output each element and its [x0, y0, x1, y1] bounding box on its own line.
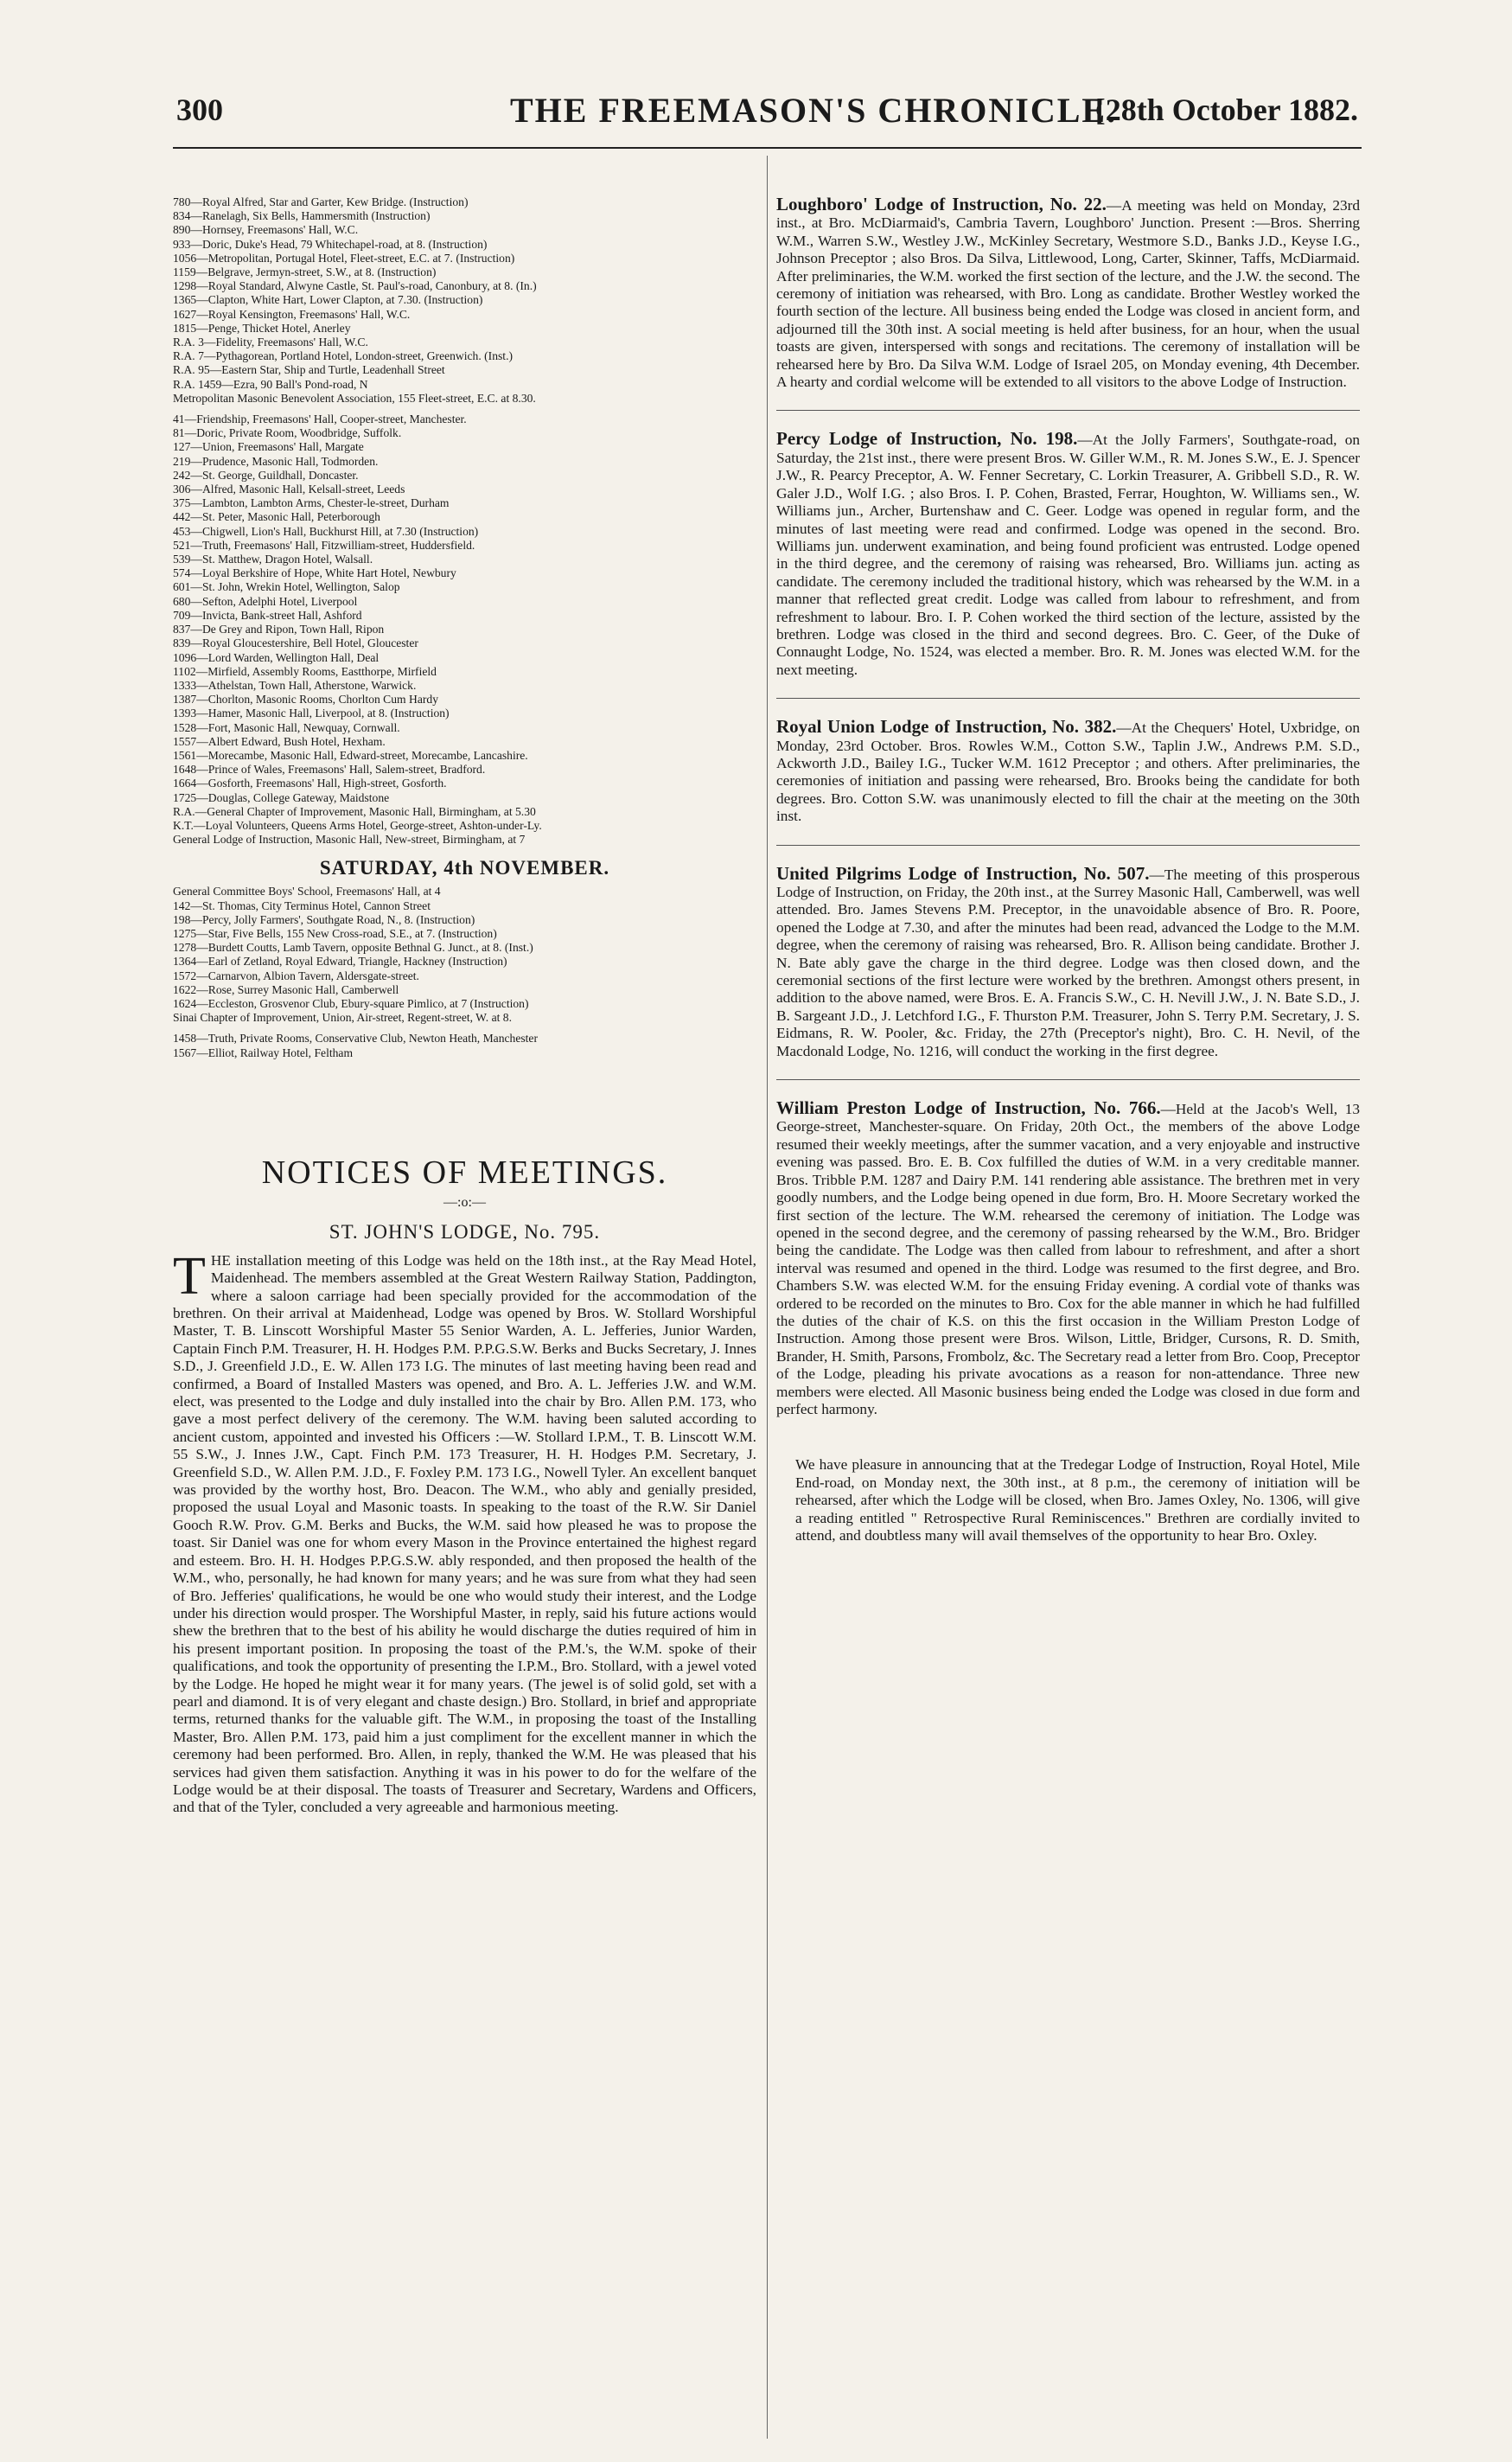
lodge-report-body: [776, 718, 1360, 825]
lodge-meeting-entry: 1056—Metropolitan, Portugal Hotel, Fleet-street, E.C. at 7. (Instruction): [173, 251, 515, 265]
column-divider: [767, 156, 768, 2439]
saturday-meeting-entry: [173, 1025, 756, 1032]
saturday-meeting-entry: Sinai Chapter of Improvement, Union, Air-street, Regent-street, W. at 8.: [173, 1011, 512, 1025]
lodge-report: [776, 195, 1360, 391]
lodge-report: [776, 718, 1360, 825]
lodge-meeting-entry: 1393—Hamer, Masonic Hall, Liverpool, at 8. (Instruction): [173, 707, 450, 720]
lodge-meeting-entry: 574—Loyal Berkshire of Hope, White Hart Hotel, Newbury: [173, 566, 456, 580]
article-separator: [776, 845, 1360, 846]
lodge-meeting-entry: 780—Royal Alfred, Star and Garter, Kew Bridge. (Instruction): [173, 195, 469, 208]
lodge-report: [776, 1099, 1360, 1418]
lodge-meeting-entry: 453—Chigwell, Lion's Hall, Buckhurst Hill, at 7.30 (Instruction): [173, 524, 479, 538]
masthead: [173, 86, 1362, 149]
lodge-meeting-entry: 601—St. John, Wrekin Hotel, Wellington, Salop: [173, 580, 400, 594]
lodge-meetings-list: [173, 195, 756, 847]
newspaper-title: THE FREEMASON'S CHRONICLE.: [510, 91, 1118, 130]
article-separator: [776, 410, 1360, 411]
lodge-meeting-entry: 1096—Lord Warden, Wellington Hall, Deal: [173, 650, 380, 664]
lodge-meeting-entry: 890—Hornsey, Freemasons' Hall, W.C.: [173, 223, 359, 237]
lodge-report-title: William Preston Lodge of Instruction, No. 766.: [776, 1097, 1161, 1119]
lodge-report-text: —A meeting was held on Monday, 23rd inst., at Bro. McDiarmaid's, Cambria Tavern, Loughboro' Junction. Present :—Bros. Sherring W.M., Warren S.W., Westley J.W., McKinley Secretary, Westmore S.D., Banks J.D., Keyse I.G., Johnson Preceptor ; also Bros. Da Silva, Littlewood, Long, Carter, Skinner, Taffs, McDiarmaid. After preliminaries, the W.M. worked the first section of the lecture, and the J.W. the second. The ceremony of initiation was rehearsed, with Bro. Long as candidate. Brother Westley worked the fourth section of the lecture. All business being ended the Lodge was closed in ancient form, and adjourned till the 30th inst. A social meeting is held after business, for an hour, when the usual toasts are given, interspersed with songs and recitations. The ceremony of installation will be rehearsed here by Bro. Da Silva W.M. Lodge of Israel 205, on Monday evening, 4th December. A hearty and cordial welcome will be extended to all visitors to the above Lodge of Instruction.: [776, 197, 1360, 391]
lodge-meeting-entry: 375—Lambton, Lambton Arms, Chester-le-street, Durham: [173, 496, 450, 510]
drop-cap: T: [173, 1246, 206, 1306]
lodge-meeting-entry: R.A.—General Chapter of Improvement, Masonic Hall, Birmingham, at 5.30: [173, 804, 536, 818]
lodge-meeting-entry: 709—Invicta, Bank-street Hall, Ashford: [173, 608, 362, 622]
lodge-meeting-entry: 242—St. George, Guildhall, Doncaster.: [173, 468, 359, 482]
st-johns-lodge-text: HE installation meeting of this Lodge was held on the 18th inst., at the Ray Mead Hotel, Maidenhead. The members assembled at the Great Western Railway Station, Paddington, where a saloon carriage had been specially provided for the accommodation of the brethren. On their arrival at Maidenhead, Lodge was opened by Bros. W. Stollard Worshipful Master, T. B. Linscott Worshipful Master 55 Senior Warden, A. L. Jefferies, Junior Warden, Captain Finch P.M. Treasurer, H. H. Hodges P.M. P.P.G.S.W. Berks and Bucks Secretary, J. Innes S.D., J. Greenfield J.D., E. W. Allen 173 I.G. The minutes of last meeting having been read and confirmed, a Board of Installed Masters was opened, and Bro. A. L. Jefferies J.W. and W.M. elect, was presented to the Lodge and duly installed into the chair by Bro. Allen P.M. 173, who gave a most perfect delivery of the ceremony. The W.M. having been saluted according to ancient custom, appointed and invested his Officers :—W. Stollard I.P.M., T. B. Linscott W.M. 55 S.W., J. Innes J.W., Capt. Finch P.M. 173 Treasurer, H. H. Hodges P.M. Secretary, J. Greenfield S.D., W. Allen P.M. J.D., F. Foxley P.M. 173 I.G., Nowell Tyler. An excellent banquet was provided by the worthy host, Bro. Deacon. The W.M., who ably and genially presided, proposed the usual Loyal and Masonic toasts. In speaking to the toast of the R.W. Sir Daniel Gooch R.W. Prov. G.M. Berks and Bucks, the W.M. said how pleased he was to propose the toast. Sir Daniel was one for whom every Mason in the Province entertained the highest regard and esteem. Bro. H. H. Hodges P.P.G.S.W. ably responded, and then proposed the health of the W.M., who, personally, he had known for many years; and he was sure from what they had seen of Bro. Jefferies' qualifications, he would be one who would study their interest, and the Lodge under his direction would prosper. The Worshipful Master, in reply, said his future actions would shew the brethren that to the best of his ability he would discharge the duties required of him in his present important position. In proposing the toast of the P.M.'s, the W.M. spoke of their qualifications, and took the opportunity of presenting the I.P.M., Bro. Stollard, with a jewel voted by the Lodge. He hoped he might wear it for many years. (The jewel is of solid gold, set with a pearl and diamond. It is of very elegant and chaste design.) Bro. Stollard, in brief and appropriate terms, returned thanks for the valuable gift. The W.M., in proposing the toast of the Installing Master, Bro. Allen P.M. 173, paid him a just compliment for the excellent manner in which the ceremony had been performed. Bro. Allen, in reply, thanked the W.M. He was pleased that his services had given them satisfaction. Anything it was in his power to do for the welfare of the Lodge would be at their disposal. The toasts of Treasurer and Secretary, Wardens and Officers, and that of the Tyler, concluded a very agreeable and harmonious meeting.: [173, 1251, 756, 1816]
lodge-meeting-entry: 1298—Royal Standard, Alwyne Castle, St. Paul's-road, Canonbury, at 8. (In.): [173, 279, 537, 293]
issue-date: [28th October 1882.: [1094, 93, 1358, 127]
lodge-meeting-entry: 1815—Penge, Thicket Hotel, Anerley: [173, 321, 351, 335]
lodge-reports: [776, 195, 1360, 1418]
lodge-meeting-entry: 837—De Grey and Ripon, Town Hall, Ripon: [173, 623, 385, 636]
lodge-report: [776, 430, 1360, 679]
lodge-meeting-entry: 680—Sefton, Adelphi Hotel, Liverpool: [173, 594, 358, 608]
lodge-report-body: [776, 1099, 1360, 1418]
saturday-meeting-entry: 1275—Star, Five Bells, 155 New Cross-road, S.E., at 7. (Instruction): [173, 926, 497, 940]
saturday-meeting-entry: 1278—Burdett Coutts, Lamb Tavern, opposite Bethnal G. Junct., at 8. (Inst.): [173, 941, 533, 955]
st-johns-lodge-heading: ST. JOHN'S LODGE, No. 795.: [329, 1220, 601, 1243]
lodge-meeting-entry: 81—Doric, Private Room, Woodbridge, Suffolk.: [173, 426, 402, 440]
lodge-meeting-entry: K.T.—Loyal Volunteers, Queens Arms Hotel, George-street, Ashton-under-Ly.: [173, 818, 542, 832]
lodge-meeting-entry: 1528—Fort, Masonic Hall, Newquay, Cornwall.: [173, 720, 400, 734]
lodge-report-body: [776, 430, 1360, 679]
section-ornament: —:o:—: [443, 1194, 486, 1210]
lodge-meeting-entry: 219—Prudence, Masonic Hall, Todmorden.: [173, 454, 379, 468]
lodge-meeting-entry: 1365—Clapton, White Hart, Lower Clapton, at 7.30. (Instruction): [173, 293, 483, 307]
lodge-meeting-entry: 1557—Albert Edward, Bush Hotel, Hexham.: [173, 734, 386, 748]
lodge-report-text: —Held at the Jacob's Well, 13 George-street, Manchester-square. On Friday, 20th Oct., the members of the above Lodge resumed their weekly meetings, after the summer vacation, and a very enjoyable and instructive evening was passed. Bro. E. B. Cox fulfilled the duties of W.M. in a very creditable manner. Bros. Tribble P.M. 1287 and Dairy P.M. 141 rendering able assistance. The brethren met in very goodly numbers, and the Lodge being opened in due form, Bro. H. Moore Secretary worked the first section of the lecture. The W.M. rehearsed the ceremony of initiation. The Lodge was opened in the second degree, and the ceremony of passing rehearsed by the W.M., Bro. Bridger being the candidate. The Lodge was then called from labour to refreshment, and after a short interval was resumed and opened in the third. Lodge was resumed to the first degree, and Bro. Chambers S.W. was elected W.M. for the ensuing Friday evening. A cordial vote of thanks was ordered to be recorded on the minutes to Bro. Cox for the able manner in which he had fulfilled the duties of the chair of K.S. on this the first occasion in the William Preston Lodge of Instruction. Among those present were Bros. Wilson, Little, Bridger, Cursons, R. D. Smith, Brander, H. Smith, Parsons, Frombolz, &c. The Secretary read a letter from Bro. Coop, Preceptor of the Lodge, pleading his private avocations as a reason for non-attendance. Three new members were elected. All Masonic business being ended the Lodge was closed in due form and perfect harmony.: [776, 1101, 1360, 1417]
saturday-meeting-entry: 1567—Elliot, Railway Hotel, Feltham: [173, 1046, 354, 1059]
lodge-report-text: —At the Chequers' Hotel, Uxbridge, on Monday, 23rd October. Bros. Rowles W.M., Cotton S.W., Taplin J.W., Andrews P.M. S.D., Ackworth J.D., Bailey I.G., Tucker W.M. 1612 Preceptor ; and others. After preliminaries, the ceremonies of initiation and passing were rehearsed, Bro. Brooks being the candidate for both degrees. Bro. Cotton S.W. was unanimously elected to fill the chair at the meeting on the 30th inst.: [776, 719, 1360, 825]
lodge-meeting-entry: R.A. 1459—Ezra, 90 Ball's Pond-road, N: [173, 377, 368, 391]
lodge-meeting-entry: 839—Royal Gloucestershire, Bell Hotel, Gloucester: [173, 636, 418, 650]
lodge-report-title: Royal Union Lodge of Instruction, No. 382.: [776, 716, 1117, 738]
lodge-meeting-entry: R.A. 3—Fidelity, Freemasons' Hall, W.C.: [173, 336, 368, 349]
lodge-meeting-entry: 306—Alfred, Masonic Hall, Kelsall-street, Leeds: [173, 483, 405, 496]
lodge-meeting-entry: 521—Truth, Freemasons' Hall, Fitzwilliam-street, Huddersfield.: [173, 538, 475, 552]
saturday-meeting-entry: 1624—Eccleston, Grosvenor Club, Ebury-square Pimlico, at 7 (Instruction): [173, 996, 529, 1010]
lodge-report-title: Percy Lodge of Instruction, No. 198.: [776, 428, 1078, 450]
lodge-meeting-entry: 1561—Morecambe, Masonic Hall, Edward-street, Morecambe, Lancashire.: [173, 748, 528, 762]
saturday-meetings-list: [173, 885, 756, 1059]
lodge-report: [776, 862, 1361, 1060]
right-column: [776, 195, 1360, 1544]
page-number: 300: [176, 93, 223, 127]
lodge-meeting-entry: 1648—Prince of Wales, Freemasons' Hall, Salem-street, Bradford.: [173, 763, 486, 777]
lodge-report-text: —At the Jolly Farmers', Southgate-road, on Saturday, the 21st inst., there were present Bros. W. Giller W.M., R. M. Jones S.W., E. J. Spencer J.W., R. Pearcy Preceptor, A. W. Fenner Secretary, C. Lorkin Treasurer, A. Gribbell S.D., R. W. Galer J.D., Wolf I.G. ; also Bros. I. P. Cohen, Brasted, Ferrar, Houghton, W. Williams sen., W. Williams jun., Archer, Burtenshaw and C. Geer. Lodge was opened in regular form, and the minutes of last meeting were read and confirmed. Lodge was opened in the second. Bro. Williams jun. underwent examination, and being found proficient was entrusted. Lodge opened in the third degree, and the ceremony of raising was rehearsed, Bro. Williams jun. acting as candidate. The ceremony included the traditional history, which was rehearsed by the W.M. in a manner that reflected great credit. Lodge was called from labour to refreshment, and from refreshment to labour. Bro. I. P. Cohen worked the third section of the lecture, assisted by the brethren. Lodge was closed in the third and second degrees. Bro. C. Geer, of the Duke of Connaught Lodge, No. 1524, was elected a member. Bro. R. M. Jones was elected W.M. for the next meeting.: [776, 432, 1360, 678]
left-column: [173, 195, 756, 1817]
lodge-meeting-entry: Metropolitan Masonic Benevolent Association, 155 Fleet-street, E.C. at 8.30.: [173, 391, 536, 405]
lodge-meeting-entry: 933—Doric, Duke's Head, 79 Whitechapel-road, at 8. (Instruction): [173, 237, 488, 251]
st-johns-lodge-report: [173, 1246, 756, 1817]
lodge-meeting-entry: 1627—Royal Kensington, Freemasons' Hall, W.C.: [173, 307, 411, 321]
notices-of-meetings-title: NOTICES OF MEETINGS.: [261, 1154, 668, 1191]
saturday-meeting-entry: 1572—Carnarvon, Albion Tavern, Aldersgate-street.: [173, 969, 419, 982]
lodge-meeting-entry: 127—Union, Freemasons' Hall, Margate: [173, 440, 364, 454]
lodge-report-text: —The meeting of this prosperous Lodge of Instruction, on Friday, the 20th inst., at the Surrey Masonic Hall, Camberwell, was well attended. Bro. James Stevens P.M. Preceptor, in the unavoidable absence of Bro. R. Poore, opened the Lodge at 7.30, and after the minutes had been read, advanced the Lodge to the M.M. degree, when the ceremony of raising was rehearsed, Bro. R. Allison being candidate. Brother J. N. Bate ably gave the charge in the third degree. Lodge was then closed down, and the ceremonial sections of the first lecture were worked by the brethren. Amongst others present, in addition to the above named, were Bros. E. A. Francis S.W., C. H. Nevill J.W., J. N. Bate S.D., J. B. Sargeant J.D., J. Letchford I.G., F. Thurston P.M. Treasurer, John S. Terry P.M. Secretary, J. S. Eidmans, R. W. Pooler, &c. Friday, the 27th (Preceptor's night), Bro. C. H. Nevil, of the Macdonald Lodge, No. 1216, will conduct the working in the first degree.: [776, 866, 1361, 1059]
lodge-meeting-entry: 834—Ranelagh, Six Bells, Hammersmith (Instruction): [173, 209, 431, 223]
lodge-report-title: Loughboro' Lodge of Instruction, No. 22.: [776, 194, 1107, 214]
article-separator: [776, 1079, 1360, 1080]
lodge-meeting-entry: 442—St. Peter, Masonic Hall, Peterborough: [173, 510, 380, 524]
lodge-meeting-entry: 1333—Athelstan, Town Hall, Atherstone, Warwick.: [173, 678, 417, 692]
saturday-meeting-entry: 142—St. Thomas, City Terminus Hotel, Cannon Street: [173, 898, 431, 912]
lodge-meeting-entry: General Lodge of Instruction, Masonic Hall, New-street, Birmingham, at 7: [173, 833, 526, 847]
saturday-heading: SATURDAY, 4th NOVEMBER.: [319, 857, 610, 879]
lodge-meeting-entry: 1102—Mirfield, Assembly Rooms, Eastthorpe, Mirfield: [173, 664, 437, 678]
lodge-meeting-entry: 1664—Gosforth, Freemasons' Hall, High-street, Gosforth.: [173, 777, 447, 790]
lodge-meeting-entry: R.A. 95—Eastern Star, Ship and Turtle, Leadenhall Street: [173, 363, 445, 377]
lodge-report-body: [776, 195, 1360, 391]
saturday-meeting-entry: 1458—Truth, Private Rooms, Conservative Club, Newton Heath, Manchester: [173, 1032, 538, 1046]
lodge-meeting-entry: 1387—Chorlton, Masonic Rooms, Chorlton Cum Hardy: [173, 693, 438, 707]
lodge-meeting-entry: 1725—Douglas, College Gateway, Maidstone: [173, 790, 390, 804]
saturday-meeting-entry: 198—Percy, Jolly Farmers', Southgate Road, N., 8. (Instruction): [173, 912, 475, 926]
lodge-meeting-entry: 41—Friendship, Freemasons' Hall, Cooper-street, Manchester.: [173, 412, 467, 426]
saturday-meeting-entry: General Committee Boys' School, Freemasons' Hall, at 4: [173, 885, 441, 898]
saturday-meeting-entry: 1364—Earl of Zetland, Royal Edward, Triangle, Hackney (Instruction): [173, 955, 507, 969]
tredegar-announcement: We have pleasure in announcing that at the Tredegar Lodge of Instruction, Royal Hotel, Mile End-road, on Monday next, the 30th inst., at 8 p.m., the ceremony of initiation will be rehearsed, after which the Lodge will be closed, when Bro. James Oxley, No. 1306, will give a reading entitled " Retrospective Rural Reminiscences." Brethren are cordially invited to attend, and doubtless many will avail themselves of the opportunity to hear Bro. Oxley.: [795, 1456, 1360, 1544]
lodge-report-body: [776, 862, 1361, 1060]
lodge-meeting-entry: [173, 406, 756, 412]
lodge-report-title: United Pilgrims Lodge of Instruction, No. 507.: [776, 862, 1150, 884]
saturday-meeting-entry: 1622—Rose, Surrey Masonic Hall, Camberwell: [173, 982, 399, 996]
lodge-meeting-entry: 539—St. Matthew, Dragon Hotel, Walsall.: [173, 553, 373, 566]
lodge-meeting-entry: 1159—Belgrave, Jermyn-street, S.W., at 8. (Instruction): [173, 265, 437, 279]
lodge-meeting-entry: R.A. 7—Pythagorean, Portland Hotel, London-street, Greenwich. (Inst.): [173, 349, 513, 363]
article-separator: [776, 698, 1360, 699]
